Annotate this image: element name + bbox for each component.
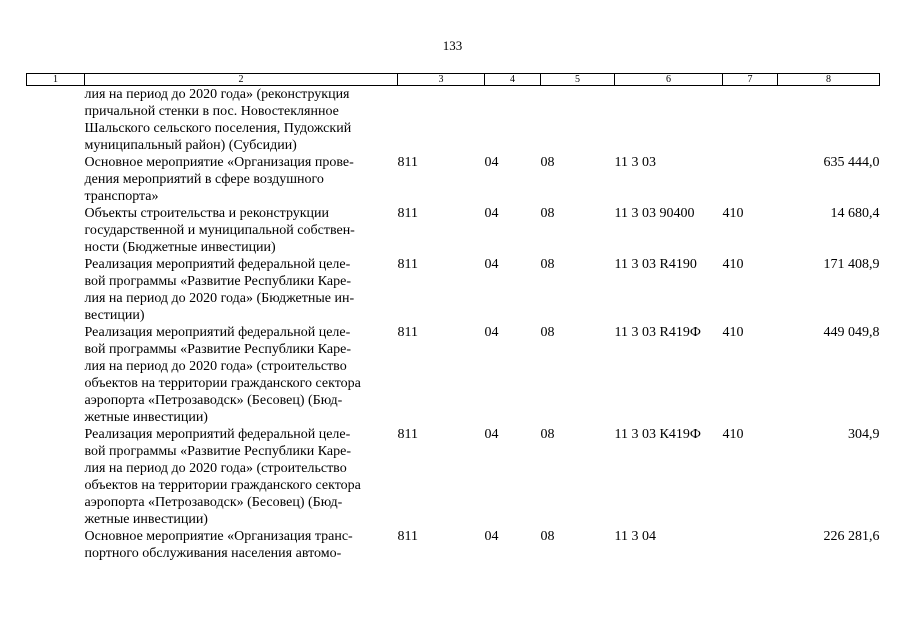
item-description	[85, 154, 398, 205]
amount-value	[778, 86, 880, 155]
description-line: лия на период до 2020 года» (Бюджетные ин-	[84, 291, 355, 306]
column-header: 2	[85, 74, 398, 86]
item-description	[85, 426, 398, 528]
table-body	[27, 86, 880, 563]
description-line: аэропорта «Петрозаводск» (Бесовец) (Бюд-	[84, 495, 343, 510]
table-row	[27, 324, 880, 426]
description-line: государственной и муниципальной собствен-	[84, 223, 355, 238]
column-header: 6	[615, 74, 723, 86]
ministry-code: 811	[397, 257, 418, 272]
column-header: 1	[27, 74, 85, 86]
target-article-code: 11 3 03	[614, 155, 656, 170]
description-line: вестиции)	[84, 308, 145, 323]
section-code: 04	[484, 206, 499, 221]
target-article-code: 11 3 03 R4190	[614, 257, 697, 272]
row-number-cell	[27, 256, 85, 324]
table-row	[27, 256, 880, 324]
subsection-code	[541, 86, 615, 155]
row-number-cell	[27, 528, 85, 562]
ministry-code: 811	[397, 427, 418, 442]
description-line: Основное мероприятие «Организация транс-	[84, 529, 353, 544]
description-line: аэропорта «Петрозаводск» (Бесовец) (Бюд-	[84, 393, 343, 408]
amount-value: 171 408,9	[823, 257, 880, 272]
description-line: объектов на территории гражданского сектора	[84, 376, 361, 391]
amount-value: 226 281,6	[823, 529, 880, 544]
description-line: дения мероприятий в сфере воздушного	[84, 172, 324, 187]
amount-value: 14 680,4	[830, 206, 880, 221]
description-line: лия на период до 2020 года» (строительство	[84, 359, 347, 374]
target-article-code: 11 3 04	[614, 529, 656, 544]
table-row	[27, 426, 880, 528]
section-code: 04	[484, 325, 499, 340]
section-code	[485, 86, 541, 155]
amount-value: 449 049,8	[823, 325, 880, 340]
item-description	[85, 205, 398, 256]
expense-type-code: 410	[722, 427, 744, 442]
subsection-code: 08	[540, 206, 555, 221]
target-article-code: 11 3 03 R419Ф	[614, 325, 701, 340]
description-line: жетные инвестиции)	[84, 410, 208, 425]
description-line: муниципальный район) (Субсидии)	[84, 138, 297, 153]
expense-type-code	[723, 528, 778, 562]
section-code: 04	[484, 155, 499, 170]
description-line: вой программы «Развитие Республики Каре-	[84, 444, 352, 459]
expense-type-code	[723, 154, 778, 205]
description-line: лия на период до 2020 года» (строительство	[84, 461, 347, 476]
target-article-code: 11 3 03 К419Ф	[614, 427, 701, 442]
subsection-code: 08	[540, 155, 555, 170]
table-row	[27, 205, 880, 256]
row-number-cell	[27, 86, 85, 155]
subsection-code: 08	[540, 325, 555, 340]
column-header-row	[27, 74, 880, 86]
target-article-code: 11 3 03 90400	[614, 206, 695, 221]
description-line: лия на период до 2020 года» (реконструкция	[84, 87, 350, 102]
description-line: вой программы «Развитие Республики Каре-	[84, 274, 352, 289]
description-line: жетные инвестиции)	[84, 512, 208, 527]
section-code: 04	[484, 529, 499, 544]
subsection-code: 08	[540, 529, 555, 544]
amount-value: 304,9	[848, 427, 880, 442]
description-line: Реализация мероприятий федеральной целе-	[84, 257, 351, 272]
description-line: Основное мероприятие «Организация прове-	[84, 155, 354, 170]
row-number-cell	[27, 154, 85, 205]
row-number-cell	[27, 426, 85, 528]
expense-type-code: 410	[722, 325, 744, 340]
ministry-code: 811	[397, 155, 418, 170]
description-line: транспорта»	[84, 189, 159, 204]
description-line: Шальского сельского поселения, Пудожский	[84, 121, 352, 136]
column-header: 3	[398, 74, 485, 86]
column-header: 5	[541, 74, 615, 86]
description-line: Реализация мероприятий федеральной целе-	[84, 427, 351, 442]
description-line: Объекты строительства и реконструкции	[84, 206, 330, 221]
expense-type-code: 410	[722, 206, 744, 221]
item-description	[85, 86, 398, 155]
section-code: 04	[484, 257, 499, 272]
description-line: вой программы «Развитие Республики Каре-	[84, 342, 352, 357]
table-row	[27, 154, 880, 205]
expense-type-code	[723, 86, 778, 155]
table-row	[27, 86, 880, 155]
target-article-code	[615, 86, 723, 155]
ministry-code: 811	[397, 206, 418, 221]
description-line: объектов на территории гражданского сектора	[84, 478, 361, 493]
amount-value: 635 444,0	[823, 155, 880, 170]
ministry-code	[398, 86, 485, 155]
description-line: причальной стенки в пос. Новостеклянное	[84, 104, 339, 119]
description-line: портного обслуживания населения автомо-	[84, 546, 342, 561]
section-code: 04	[484, 427, 499, 442]
item-description	[85, 324, 398, 426]
row-number-cell	[27, 205, 85, 256]
column-header: 4	[485, 74, 541, 86]
budget-table	[26, 73, 880, 562]
ministry-code: 811	[397, 529, 418, 544]
column-header: 7	[723, 74, 778, 86]
page-number: 133	[442, 38, 463, 53]
item-description	[85, 256, 398, 324]
expense-type-code: 410	[722, 257, 744, 272]
ministry-code: 811	[397, 325, 418, 340]
item-description	[85, 528, 398, 562]
description-line: ности (Бюджетные инвестиции)	[84, 240, 276, 255]
description-line: Реализация мероприятий федеральной целе-	[84, 325, 351, 340]
table-row	[27, 528, 880, 562]
row-number-cell	[27, 324, 85, 426]
subsection-code: 08	[540, 427, 555, 442]
subsection-code: 08	[540, 257, 555, 272]
column-header: 8	[778, 74, 880, 86]
